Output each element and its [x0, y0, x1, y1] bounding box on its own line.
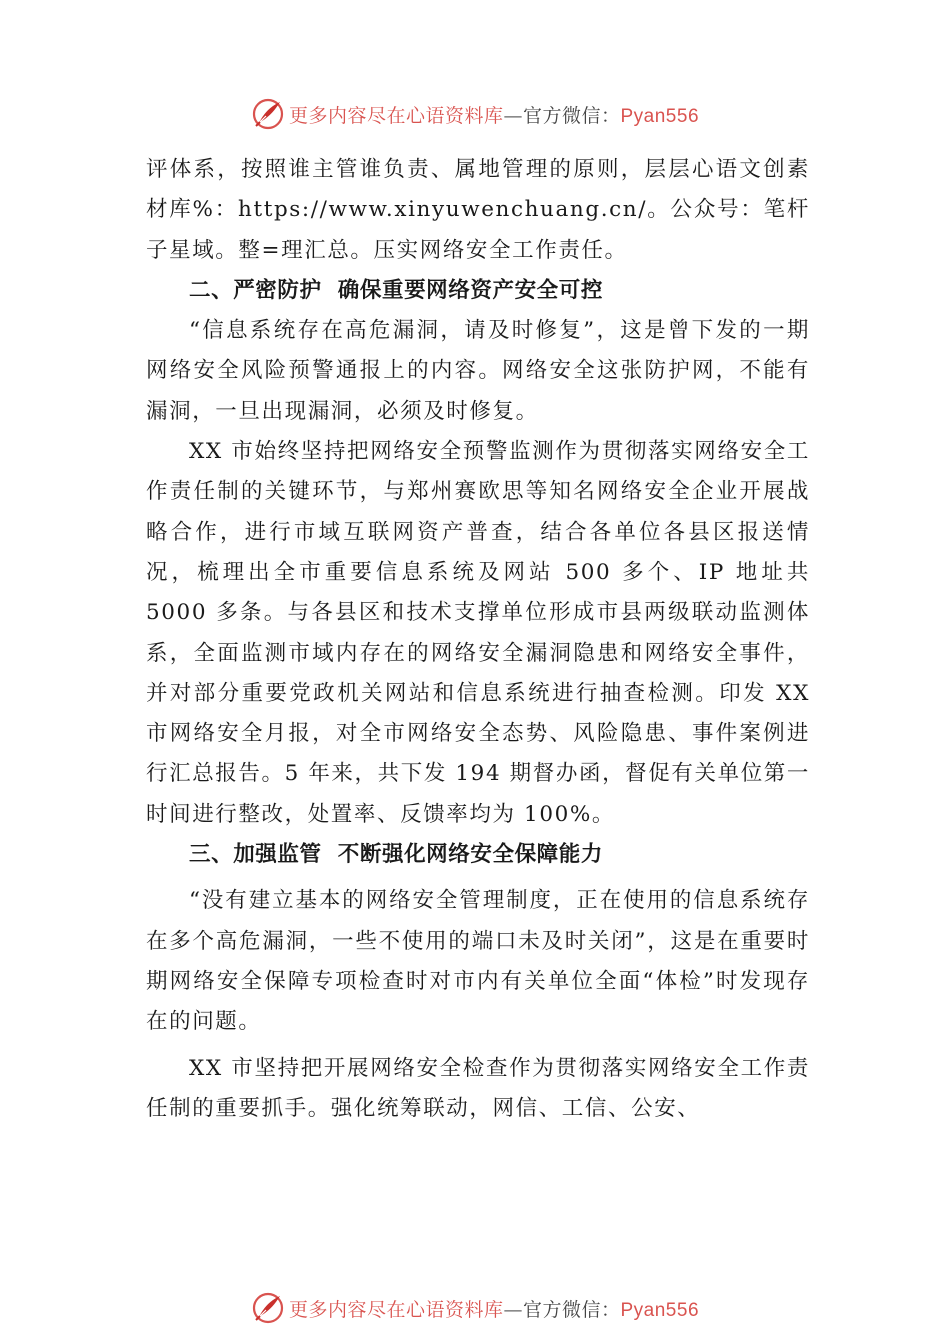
paragraph-inspection: XX 市坚持把开展网络安全检查作为贯彻落实网络安全工作责任制的重要抓手。强化统筹联动，网信、工信、公安、 — [146, 1055, 810, 1121]
section-heading-2: 二、严密防护 确保重要网络资产安全可控 — [189, 277, 603, 303]
document-body — [146, 150, 810, 1129]
quill-pen-logo-icon — [251, 97, 285, 131]
paragraph-continued: 评体系，按照谁主管谁负责、属地管理的原则，层层心语文创素材库%：https://www.xinyuwenchuang.cn/。公众号：笔杆子星域。整=理汇总。压实网络安全工作责任。 — [146, 157, 810, 263]
header-banner — [0, 94, 950, 134]
footer-banner — [0, 1288, 950, 1328]
banner-text — [289, 101, 699, 128]
banner-separator: — — [503, 104, 523, 127]
banner-separator: — — [503, 1298, 523, 1321]
quill-pen-logo-icon — [251, 1291, 285, 1325]
banner-library-name: 更多内容尽在心语资料库 — [288, 1298, 504, 1321]
banner-wechat-id: Pyan556 — [620, 105, 700, 127]
banner-wechat-label: 官方微信： — [522, 1298, 621, 1321]
paragraph-quote-2: “没有建立基本的网络安全管理制度，正在使用的信息系统存在多个高危漏洞，一些不使用的端口未及时关闭”，这是在重要时期网络安全保障专项检查时对市内有关单位全面“体检”时发现存在的问题。 — [146, 888, 810, 1035]
paragraph-monitoring: XX 市始终坚持把网络安全预警监测作为贯彻落实网络安全工作责任制的关键环节，与郑州赛欧思等知名网络安全企业开展战略合作，进行市域互联网资产普查，结合各单位各县区报送情况，梳理出全市重要信息系统及网站 500 多个、IP 地址共 5000 多条。与各县区和技术支撑单位形成市县两级联动监测体系，全面监测市域内存在的网络安全漏洞隐患和网络安全事件，并对部分重要党政机关网站和信息系统进行抽查检测。印发 XX 市网络安全月报，对全市网络安全态势、风险隐患、事件案例进行汇总报告。5 年来，共下发 194 期督办函，督促有关单位第一时间进行整改，处置率、反馈率均为 100%。 — [146, 439, 810, 827]
banner-wechat-label: 官方微信： — [522, 104, 621, 127]
banner-wechat-id: Pyan556 — [620, 1299, 700, 1321]
paragraph-quote-1: “信息系统存在高危漏洞，请及时修复”，这是曾下发的一期网络安全风险预警通报上的内容。网络安全这张防护网，不能有漏洞，一旦出现漏洞，必须及时修复。 — [146, 318, 810, 424]
section-heading-3: 三、加强监管 不断强化网络安全保障能力 — [189, 842, 603, 868]
banner-library-name: 更多内容尽在心语资料库 — [288, 104, 504, 127]
banner-text — [289, 1295, 699, 1322]
